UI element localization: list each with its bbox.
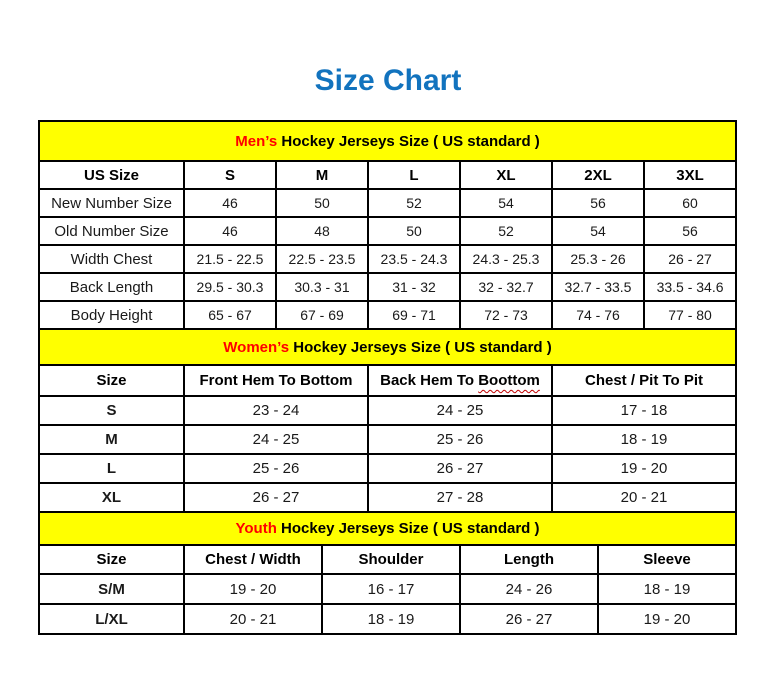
page-title: Size Chart [314, 64, 462, 97]
womens-section-header [39, 329, 736, 365]
row-label: XL [39, 483, 184, 512]
table-row-youth-lxl [39, 604, 736, 634]
womens-col-front-hem: Front Hem To Bottom [184, 365, 368, 396]
cell-value: 19 - 20 [598, 604, 736, 634]
table-row-body-height [39, 301, 736, 329]
cell-value: 54 [460, 189, 552, 217]
womens-col-chest: Chest / Pit To Pit [552, 365, 736, 396]
cell-value: 18 - 19 [598, 574, 736, 604]
table-row-women-m [39, 425, 736, 454]
mens-col-l: L [368, 161, 460, 189]
youth-col-length: Length [460, 545, 598, 574]
cell-value: 56 [644, 217, 736, 245]
cell-value: 26 - 27 [460, 604, 598, 634]
mens-col-us-size: US Size [39, 161, 184, 189]
cell-value: 54 [552, 217, 644, 245]
cell-value: 25 - 26 [368, 425, 552, 454]
cell-value: 30.3 - 31 [276, 273, 368, 301]
row-label: Old Number Size [39, 217, 184, 245]
cell-value: 20 - 21 [184, 604, 322, 634]
cell-value: 16 - 17 [322, 574, 460, 604]
row-label: New Number Size [39, 189, 184, 217]
cell-value: 74 - 76 [552, 301, 644, 329]
row-label: S/M [39, 574, 184, 604]
cell-value: 50 [368, 217, 460, 245]
cell-value: 24 - 25 [184, 425, 368, 454]
row-label: Back Length [39, 273, 184, 301]
cell-value: 26 - 27 [368, 454, 552, 483]
table-row-women-xl [39, 483, 736, 512]
womens-col-size: Size [39, 365, 184, 396]
cell-value: 20 - 21 [552, 483, 736, 512]
youth-col-chest-width: Chest / Width [184, 545, 322, 574]
cell-value: 32.7 - 33.5 [552, 273, 644, 301]
mens-col-xl: XL [460, 161, 552, 189]
back-hem-label-prefix: Back Hem To [380, 372, 479, 389]
size-chart-tables [38, 120, 735, 635]
row-label: M [39, 425, 184, 454]
cell-value: 60 [644, 189, 736, 217]
youth-col-shoulder: Shoulder [322, 545, 460, 574]
youth-section-accent: Youth [235, 520, 277, 537]
cell-value: 65 - 67 [184, 301, 276, 329]
youth-section-header [39, 512, 736, 545]
cell-value: 31 - 32 [368, 273, 460, 301]
table-row-women-l [39, 454, 736, 483]
mens-section-header-row [39, 121, 736, 161]
row-label: L [39, 454, 184, 483]
cell-value: 18 - 19 [322, 604, 460, 634]
misspelled-word-boottom: Boottom [478, 372, 540, 389]
cell-value: 46 [184, 189, 276, 217]
mens-col-s: S [184, 161, 276, 189]
cell-value: 17 - 18 [552, 396, 736, 425]
table-row-old-number-size [39, 217, 736, 245]
youth-section-title: Hockey Jerseys Size ( US standard ) [276, 520, 540, 537]
cell-value: 26 - 27 [644, 245, 736, 273]
cell-value: 21.5 - 22.5 [184, 245, 276, 273]
cell-value: 72 - 73 [460, 301, 552, 329]
womens-section-accent: Women’s [223, 338, 290, 356]
cell-value: 24 - 25 [368, 396, 552, 425]
cell-value: 46 [184, 217, 276, 245]
row-label: Body Height [39, 301, 184, 329]
cell-value: 25.3 - 26 [552, 245, 644, 273]
cell-value: 25 - 26 [184, 454, 368, 483]
cell-value: 67 - 69 [276, 301, 368, 329]
row-label: L/XL [39, 604, 184, 634]
cell-value: 29.5 - 30.3 [184, 273, 276, 301]
table-row-youth-sm [39, 574, 736, 604]
cell-value: 52 [368, 189, 460, 217]
cell-value: 19 - 20 [552, 454, 736, 483]
cell-value: 22.5 - 23.5 [276, 245, 368, 273]
cell-value: 32 - 32.7 [460, 273, 552, 301]
cell-value: 52 [460, 217, 552, 245]
cell-value: 27 - 28 [368, 483, 552, 512]
cell-value: 18 - 19 [552, 425, 736, 454]
mens-col-2xl: 2XL [552, 161, 644, 189]
table-row-women-s [39, 396, 736, 425]
table-row-width-chest [39, 245, 736, 273]
womens-size-table [38, 328, 737, 513]
womens-col-back-hem [368, 365, 552, 396]
cell-value: 48 [276, 217, 368, 245]
womens-column-header-row [39, 365, 736, 396]
mens-col-m: M [276, 161, 368, 189]
row-label: Width Chest [39, 245, 184, 273]
cell-value: 24 - 26 [460, 574, 598, 604]
table-row-new-number-size [39, 189, 736, 217]
mens-column-header-row [39, 161, 736, 189]
youth-section-header-row [39, 512, 736, 545]
cell-value: 23 - 24 [184, 396, 368, 425]
mens-col-3xl: 3XL [644, 161, 736, 189]
mens-section-header [39, 121, 736, 161]
cell-value: 56 [552, 189, 644, 217]
womens-section-title: Hockey Jerseys Size ( US standard ) [289, 338, 552, 356]
cell-value: 24.3 - 25.3 [460, 245, 552, 273]
row-label: S [39, 396, 184, 425]
youth-col-sleeve: Sleeve [598, 545, 736, 574]
mens-section-title: Hockey Jerseys Size ( US standard ) [277, 132, 540, 150]
cell-value: 23.5 - 24.3 [368, 245, 460, 273]
youth-col-size: Size [39, 545, 184, 574]
cell-value: 69 - 71 [368, 301, 460, 329]
mens-section-accent: Men’s [235, 132, 278, 150]
youth-size-table [38, 511, 737, 635]
cell-value: 50 [276, 189, 368, 217]
cell-value: 77 - 80 [644, 301, 736, 329]
womens-section-header-row [39, 329, 736, 365]
cell-value: 33.5 - 34.6 [644, 273, 736, 301]
table-row-back-length [39, 273, 736, 301]
mens-size-table [38, 120, 737, 330]
cell-value: 26 - 27 [184, 483, 368, 512]
youth-column-header-row [39, 545, 736, 574]
cell-value: 19 - 20 [184, 574, 322, 604]
